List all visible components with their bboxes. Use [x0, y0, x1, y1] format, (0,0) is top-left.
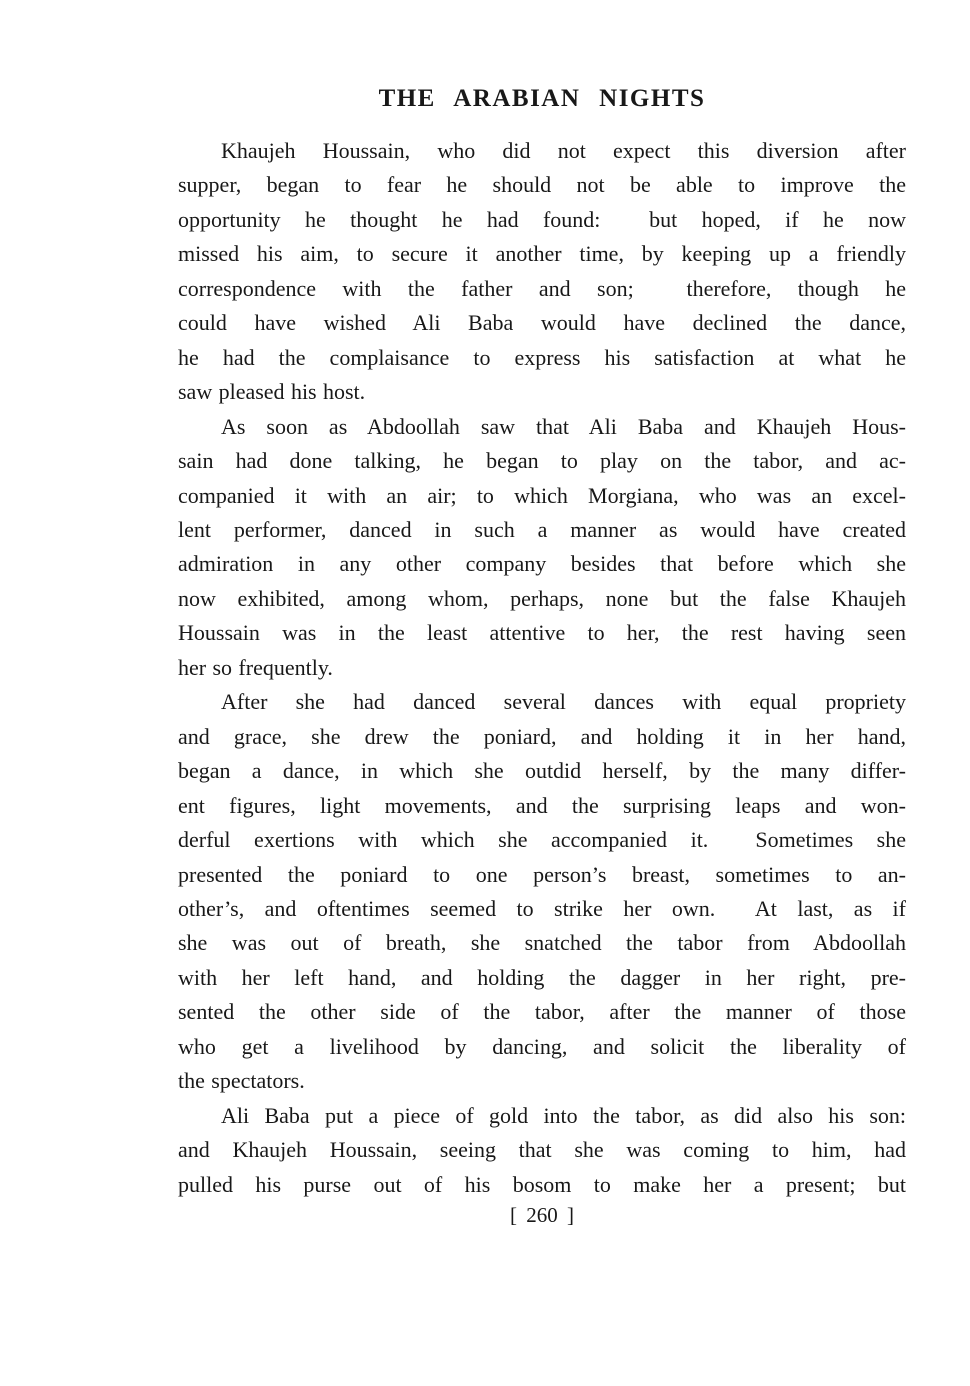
- text-line: she was out of breath, she snatched the tabor from Abdoollah: [178, 930, 906, 956]
- text-line: with her left hand, and holding the dagger in her right, pre-: [178, 964, 906, 990]
- text-line: ent figures, light movements, and the surprising leaps and won-: [178, 792, 906, 818]
- text-line: and grace, she drew the poniard, and holding it in her hand,: [178, 723, 906, 749]
- text-line: Khaujeh Houssain, who did not expect this diversion after: [221, 138, 906, 163]
- text-line: Houssain was in the least attentive to her, the rest having seen: [178, 620, 906, 646]
- paragraph: [178, 134, 906, 410]
- text-line: could have wished Ali Baba would have declined the dance,: [178, 310, 906, 336]
- text-line: and Khaujeh Houssain, seeing that she was coming to him, had: [178, 1137, 906, 1163]
- text-line: lent performer, danced in such a manner as would have created: [178, 516, 906, 542]
- text-line: correspondence with the father and son; therefore, though he: [178, 275, 906, 301]
- page-title: THE ARABIAN NIGHTS: [378, 85, 706, 112]
- text-line: missed his aim, to secure it another time, by keeping up a friendly: [178, 241, 906, 267]
- text-line: admiration in any other company besides that before which she: [178, 551, 906, 577]
- text-line: supper, began to fear he should not be able to improve the: [178, 172, 906, 198]
- text-line: companied it with an air; to which Morgiana, who was an excel-: [178, 482, 906, 508]
- text-line: other’s, and oftentimes seemed to strike her own. At last, as if: [178, 895, 906, 921]
- text-line: pulled his purse out of his bosom to make her a present; but: [178, 1171, 906, 1197]
- page-body: [178, 134, 906, 1202]
- text-line: After she had danced several dances with equal propriety: [221, 689, 906, 715]
- text-line: he had the complaisance to express his satisfaction at what he: [178, 344, 906, 370]
- text-line: presented the poniard to one person’s breast, sometimes to an-: [178, 861, 906, 887]
- text-line: derful exertions with which she accompanied it. Sometimes she: [178, 827, 906, 853]
- paragraph: [178, 410, 906, 686]
- page-number: [ 260 ]: [510, 1203, 574, 1227]
- text-line: opportunity he thought he had found: but hoped, if he now: [178, 206, 906, 232]
- paragraph: [178, 685, 906, 1098]
- text-line: her so frequently.: [178, 654, 333, 680]
- text-line: sain had done talking, he began to play on the tabor, and ac-: [178, 448, 906, 474]
- text-line: As soon as Abdoollah saw that Ali Baba and Khaujeh Hous-: [221, 413, 906, 439]
- text-line: the spectators.: [178, 1068, 305, 1094]
- text-line: saw pleased his host.: [178, 379, 366, 405]
- text-line: who get a livelihood by dancing, and solicit the liberality of: [178, 1033, 906, 1059]
- text-line: began a dance, in which she outdid herself, by the many differ-: [178, 758, 906, 784]
- text-line: now exhibited, among whom, perhaps, none but the false Khaujeh: [178, 585, 906, 611]
- paragraph: [178, 1099, 906, 1202]
- text-line: Ali Baba put a piece of gold into the tabor, as did also his son:: [221, 1102, 906, 1128]
- text-line: sented the other side of the tabor, after the manner of those: [178, 999, 906, 1025]
